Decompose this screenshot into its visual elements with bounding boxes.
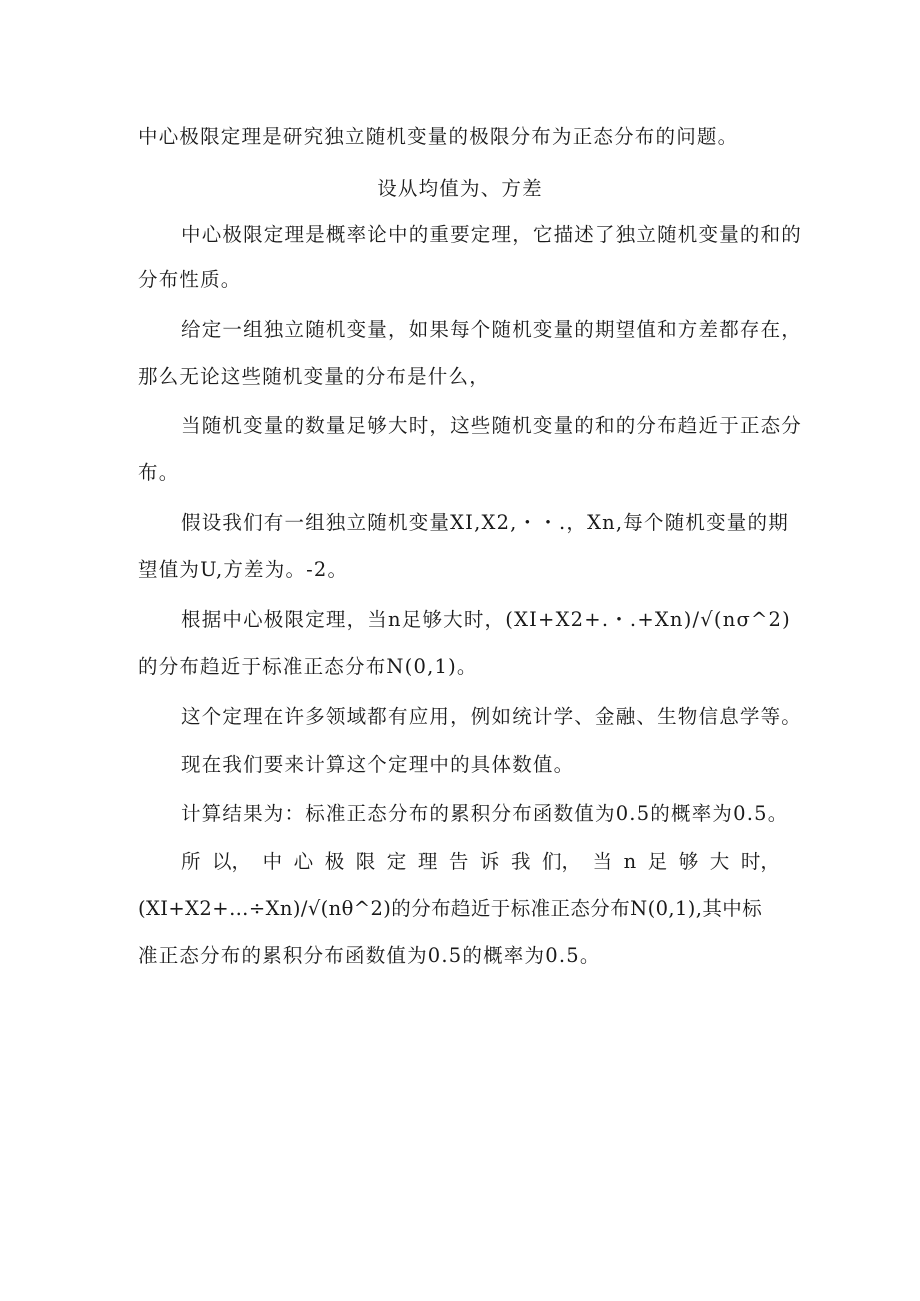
spread-token: 中 (262, 850, 283, 873)
spread-token: 限 (355, 850, 376, 873)
paragraph-line: 望值为U,方差为。-2。 (138, 558, 349, 581)
spread-token: 时， (740, 850, 780, 873)
paragraph-line: 的分布趋近于标准正态分布N(0,1)。 (138, 655, 478, 678)
spread-token: 诉 (479, 850, 500, 873)
paragraph-line: 准正态分布的累积分布函数值为0.5的概率为0.5。 (138, 944, 601, 967)
centered-heading-line: 设从均值为、方差 (377, 177, 543, 200)
paragraph-line: 中心极限定理是概率论中的重要定理，它描述了独立随机变量的和的 (181, 223, 803, 246)
paragraph-line: 根据中心极限定理，当n足够大时，(XI+X2+.・.+Xn)/√(nσ^2) (181, 608, 791, 631)
paragraph-line-intro: 中心极限定理是研究独立随机变量的极限分布为正态分布的问题。 (138, 125, 739, 148)
paragraph-line: 当随机变量的数量足够大时，这些随机变量的和的分布趋近于正态分 (181, 414, 803, 437)
spread-token: 极 (324, 850, 345, 873)
spread-token: 够 (678, 850, 699, 873)
paragraph-line: (XI+X2+…÷Xn)/√(nθ^2)的分布趋近于标准正态分布N(0,1),其中标 (138, 897, 763, 920)
spread-token: 足 (647, 850, 668, 873)
spread-token: 当 (592, 850, 613, 873)
paragraph-line: 现在我们要来计算这个定理中的具体数值。 (181, 753, 575, 776)
spread-token: 大 (709, 850, 730, 873)
spread-token: 们， (542, 850, 582, 873)
paragraph-line: 这个定理在许多领域都有应用，例如统计学、金融、生物信息学等。 (181, 705, 803, 728)
spread-token: n (623, 850, 637, 873)
spread-token: 理 (417, 850, 438, 873)
paragraph-line: 计算结果为：标准正态分布的累积分布函数值为0.5的概率为0.5。 (181, 802, 789, 825)
paragraph-line: 假设我们有一组独立随机变量XI,X2,・・.，Xn,每个随机变量的期 (181, 511, 789, 534)
paragraph-line: 那么无论这些随机变量的分布是什么， (138, 365, 490, 388)
spread-token: 告 (448, 850, 469, 873)
justified-paragraph-line (181, 850, 780, 874)
spread-token: 我 (510, 850, 531, 873)
spread-token: 心 (293, 850, 314, 873)
spread-token: 以， (212, 850, 252, 873)
paragraph-line: 布。 (138, 461, 180, 484)
spread-token: 所 (181, 850, 201, 873)
spread-token: 定 (386, 850, 407, 873)
paragraph-line: 分布性质。 (138, 268, 242, 291)
paragraph-line: 给定一组独立随机变量，如果每个随机变量的期望值和方差都存在， (181, 318, 803, 341)
